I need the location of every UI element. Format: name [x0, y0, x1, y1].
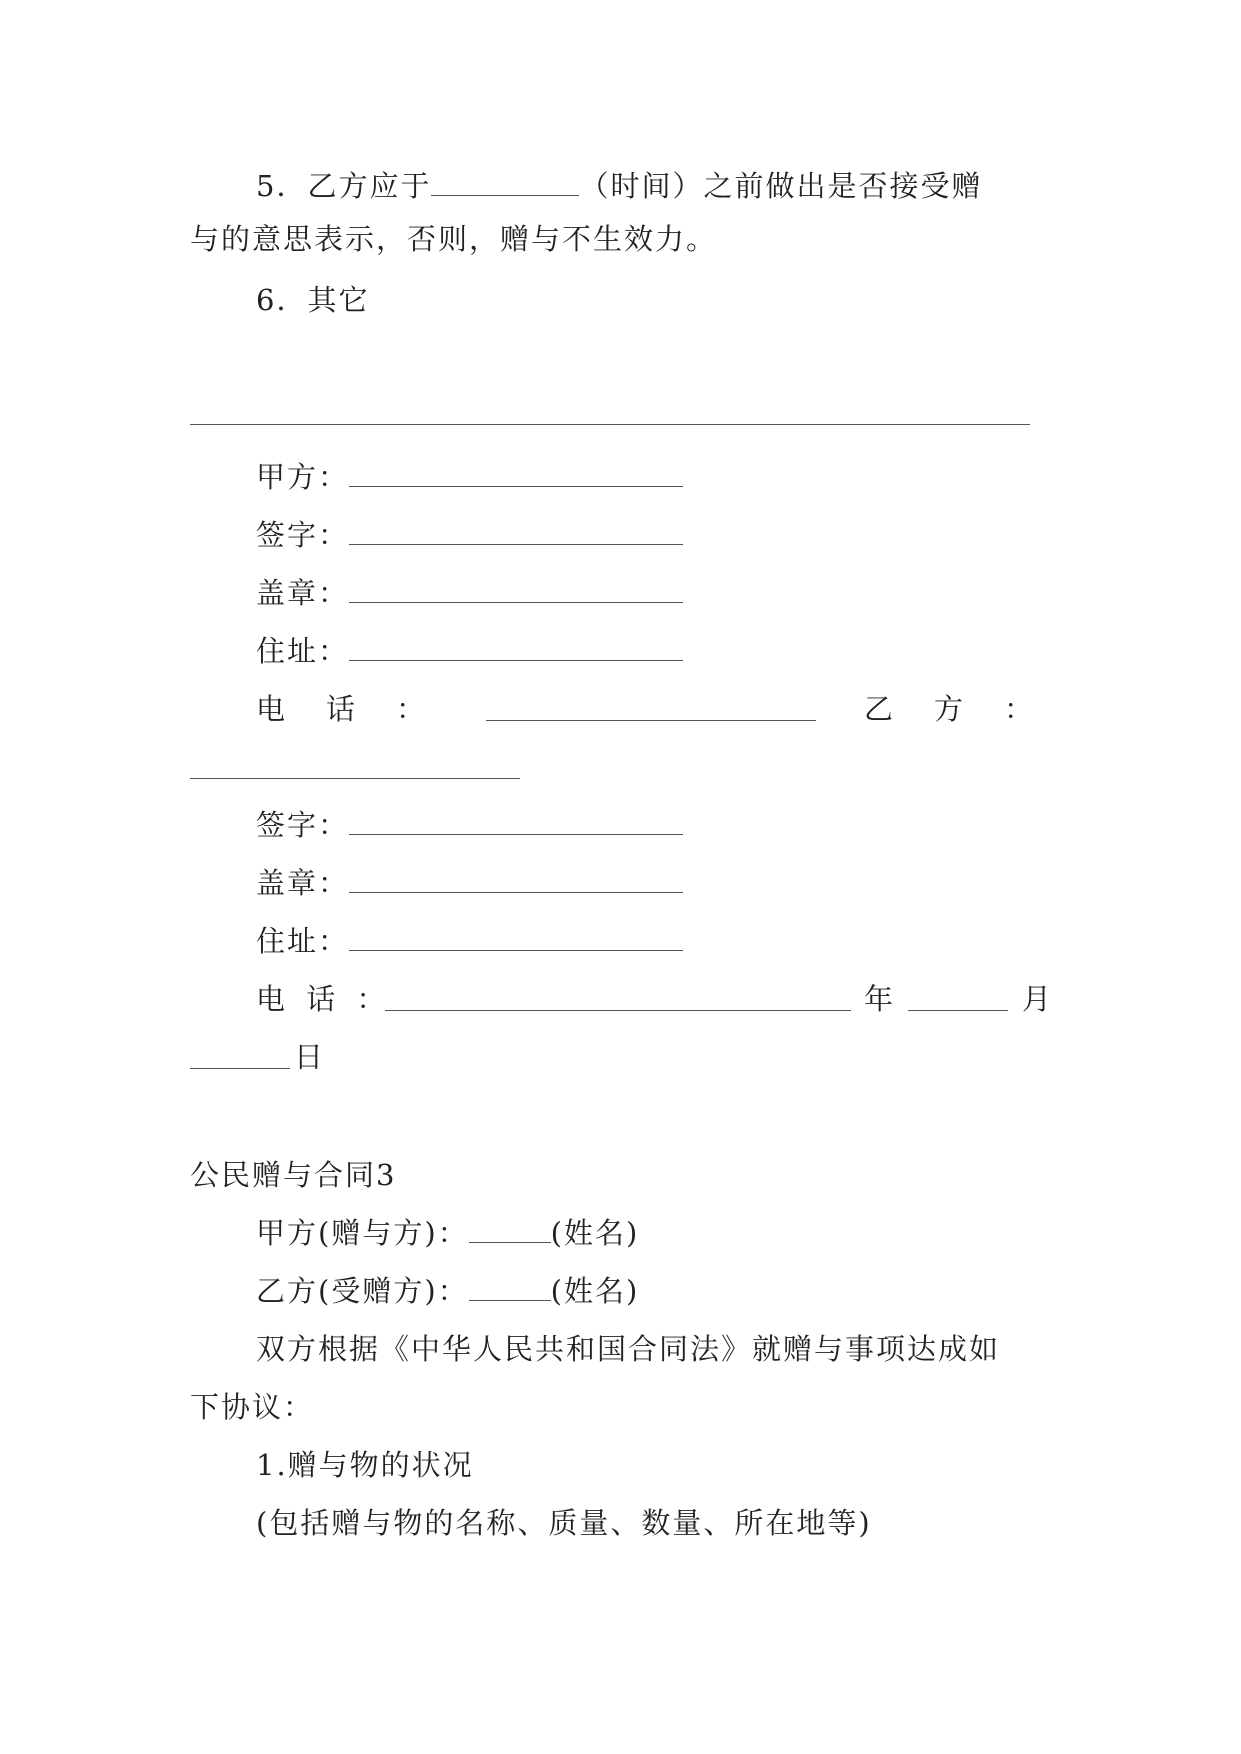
party-a-blank: [349, 460, 683, 487]
party-a-address-blank: [349, 634, 683, 661]
phone-2-label: 电 话 ：: [256, 982, 392, 1016]
party-b-blank: [190, 778, 520, 779]
party-a-row: [256, 457, 683, 497]
clause-1-heading: 1.赠与物的状况: [256, 1448, 474, 1482]
party-a-label: 甲方：: [256, 460, 350, 494]
donee-label: 乙方(受赠方)：: [256, 1274, 469, 1308]
donee-row: [256, 1271, 639, 1311]
agreement-intro-continuation: 下协议：: [190, 1390, 315, 1424]
party-b-address-blank: [349, 924, 683, 951]
party-a-seal-blank: [349, 576, 683, 603]
party-b-seal-row: [256, 863, 683, 903]
donee-name-blank: [469, 1274, 551, 1301]
phone-1-blank: [486, 720, 816, 721]
donor-label: 甲方(赠与方)：: [256, 1216, 469, 1250]
agreement-intro: 双方根据《中华人民共和国合同法》就赠与事项达成如: [256, 1332, 1001, 1366]
party-a-address-label: 住址：: [256, 634, 350, 668]
party-a-seal-row: [256, 573, 683, 613]
clause-5-line: [256, 166, 982, 206]
month-label: 月: [1022, 982, 1054, 1016]
donor-name-blank: [469, 1216, 551, 1243]
day-blank: [190, 1068, 290, 1069]
day-label: 日: [294, 1040, 326, 1074]
party-b-address-label: 住址：: [256, 924, 350, 958]
party-b-address-row: [256, 921, 683, 961]
phone-1-label: 电 话 ：: [256, 692, 432, 726]
phone-2-blank: [385, 1010, 851, 1011]
party-a-sign-label: 签字：: [256, 518, 350, 552]
party-a-sign-blank: [349, 518, 683, 545]
party-b-label: 乙 方 ：: [864, 692, 1040, 726]
month-blank: [908, 1010, 1008, 1011]
party-a-sign-row: [256, 515, 683, 555]
contract-3-title: 公民赠与合同3: [190, 1158, 397, 1192]
donor-row: [256, 1213, 639, 1253]
year-label: 年: [864, 982, 896, 1016]
party-b-seal-blank: [349, 866, 683, 893]
party-b-sign-blank: [349, 808, 683, 835]
party-b-sign-row: [256, 805, 683, 845]
party-a-address-row: [256, 631, 683, 671]
clause-5-prefix: 5．乙方应于: [256, 169, 432, 203]
clause-5-continuation: 与的意思表示，否则，赠与不生效力。: [190, 222, 718, 256]
party-b-seal-label: 盖章：: [256, 866, 350, 900]
donee-name-hint: (姓名): [550, 1274, 640, 1308]
other-terms-blank-line: [190, 424, 1030, 425]
clause-6-other: 6．其它: [256, 283, 370, 317]
clause-5-suffix: （时间）之前做出是否接受赠: [579, 169, 983, 203]
clause-1-detail: (包括赠与物的名称、质量、数量、所在地等): [256, 1506, 872, 1540]
party-b-sign-label: 签字：: [256, 808, 350, 842]
party-a-seal-label: 盖章：: [256, 576, 350, 610]
time-blank: [431, 169, 579, 196]
donor-name-hint: (姓名): [550, 1216, 640, 1250]
